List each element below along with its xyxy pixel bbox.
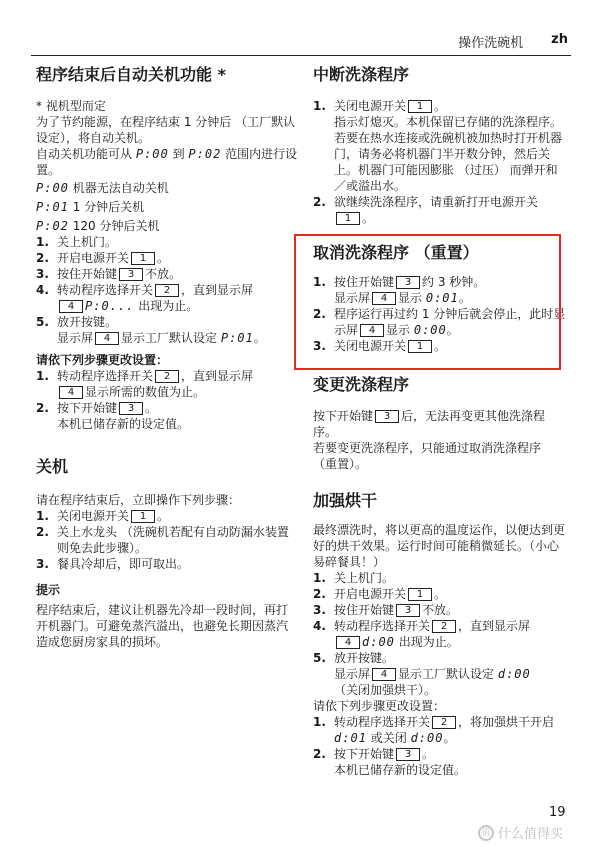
list-item-detail: 若要在热水连接或洗碗机被加热时打开机器门，请务必将机器门半开数分钟，然后关上。机器门可能因膨胀 （过压） 而弹开和／或溢出水。 bbox=[334, 131, 563, 193]
section-title-intensive-dry: 加强烘干 bbox=[313, 491, 378, 510]
key-label: 3 bbox=[396, 748, 420, 761]
display-code: P:02 bbox=[188, 147, 222, 161]
option-p02: P:02 120 分钟后关机 bbox=[36, 219, 160, 233]
list-item: 2. 开启电源开关 1 。 bbox=[313, 587, 447, 601]
key-label: 4 bbox=[95, 332, 119, 345]
key-label: 4 bbox=[360, 324, 384, 337]
change-settings-heading: 请依下列步骤更改设置： bbox=[313, 699, 446, 713]
key-label: 1 bbox=[336, 212, 360, 225]
list-item: 1. 关闭电源开关 1 。 bbox=[36, 509, 170, 523]
list-item: 2. 欲继续洗涤程序，请重新打开电源开关 1 。 bbox=[313, 195, 539, 225]
key-label: 1 bbox=[408, 340, 432, 353]
page-header bbox=[458, 32, 568, 51]
list-item: 5. 放开按键。 bbox=[313, 651, 395, 665]
key-label: 3 bbox=[396, 276, 420, 289]
section-title-shutdown: 关机 bbox=[36, 457, 69, 476]
list-item: 1. 转动程序选择开关 2 ，直到显示屏 4 显示所需的数值为止。 bbox=[36, 369, 254, 399]
right-column bbox=[313, 60, 568, 778]
list-item-detail: 显示屏 4 显示工厂默认设定 P:01。 bbox=[57, 331, 266, 345]
option-p01: P:01 1 分钟后关机 bbox=[36, 200, 145, 214]
list-item: 1. 关闭电源开关 1 。 bbox=[313, 99, 447, 113]
list-item: 1. 关上机门。 bbox=[313, 571, 395, 585]
list-item-detail: 显示屏 4 显示 0:01。 bbox=[334, 291, 471, 305]
key-label: 4 bbox=[59, 386, 83, 399]
list-item: 1. 按住开始键 3 约 3 秒钟。 bbox=[313, 275, 486, 289]
key-label: 3 bbox=[119, 268, 143, 281]
section-title-interrupt: 中断洗涤程序 bbox=[313, 65, 410, 84]
key-label: 3 bbox=[119, 402, 143, 415]
display-code: P:00 bbox=[135, 147, 169, 161]
key-label: 4 bbox=[59, 300, 83, 313]
tip-text: 程序结束后，建议让机器先冷却一段时间，再打开机器门。可避免蒸汽溢出，也避免长期因蒸汽造成您厨房家具的损坏。 bbox=[36, 603, 289, 649]
list-item-detail: 显示屏 4 显示工厂默认设定 d:00 （关闭加强烘干）。 bbox=[334, 667, 531, 697]
key-label: 4 bbox=[372, 668, 396, 681]
list-item-detail: 本机已储存新的设定值。 bbox=[57, 417, 190, 431]
key-label: 4 bbox=[336, 636, 360, 649]
intensive-dry-steps bbox=[313, 570, 568, 698]
highlight-box bbox=[294, 234, 561, 370]
key-label: 2 bbox=[432, 620, 456, 633]
shutdown-intro: 请在程序结束后，立即操作下列步骤： bbox=[36, 493, 241, 507]
key-label: 4 bbox=[372, 292, 396, 305]
list-item: 2. 开启电源开关 1 。 bbox=[36, 251, 170, 265]
key-label: 2 bbox=[432, 716, 456, 729]
header-section-title: 操作洗碗机 bbox=[458, 36, 524, 51]
list-item: 1. 关上机门。 bbox=[36, 235, 118, 249]
key-label: 1 bbox=[408, 588, 432, 601]
page-number: 19 bbox=[549, 805, 566, 820]
intensive-dry-change-steps bbox=[313, 714, 568, 778]
watermark bbox=[478, 823, 563, 842]
list-item: 3. 按住开始键 3 不放。 bbox=[36, 267, 182, 281]
list-item: 3. 餐具冷却后，即可取出。 bbox=[36, 557, 190, 571]
shutdown-steps bbox=[36, 508, 298, 572]
section-title-change: 变更洗涤程序 bbox=[313, 375, 410, 394]
auto-off-steps bbox=[36, 234, 298, 346]
tip-heading: 提示 bbox=[36, 583, 61, 597]
watermark-text: 什么值得买 bbox=[498, 827, 564, 842]
left-column bbox=[36, 60, 298, 650]
list-item-detail: 指示灯熄灭。本机保留已存储的洗涤程序。 bbox=[334, 115, 563, 129]
auto-off-intro: 为了节约能源，在程序结束 1 分钟后 （工厂默认设定），将自动关机。 bbox=[36, 115, 296, 145]
zhi-logo-icon: 值 bbox=[478, 825, 494, 841]
interrupt-steps bbox=[313, 98, 568, 226]
key-label: 3 bbox=[396, 604, 420, 617]
key-label: 2 bbox=[155, 370, 179, 383]
change-text-2: 若要变更洗涤程序，只能通过取消洗涤程序 （重置）。 bbox=[313, 441, 542, 471]
list-item-detail: 本机已储存新的设定值。 bbox=[334, 763, 467, 777]
list-item: 3. 关闭电源开关 1 。 bbox=[313, 339, 447, 353]
key-label: 1 bbox=[408, 100, 432, 113]
header-rule bbox=[31, 55, 571, 56]
option-p00: P:00 机器无法自动关机 bbox=[36, 181, 169, 195]
list-item: 4. 转动程序选择开关 2 ，直到显示屏 4 P:0... 出现为止。 bbox=[36, 283, 254, 313]
list-item: 4. 转动程序选择开关 2 ，直到显示屏 4 d:00 出现为止。 bbox=[313, 619, 531, 649]
key-label: 3 bbox=[375, 410, 399, 423]
model-note: * 视机型而定 bbox=[36, 99, 106, 113]
list-item: 1. 转动程序选择开关 2 ，将加强烘干开启 d:01 或关闭 d:00。 bbox=[313, 715, 555, 745]
list-item: 2. 按下开始键 3 。 bbox=[36, 401, 158, 415]
change-settings-heading: 请依下列步骤更改设置： bbox=[36, 353, 169, 367]
key-label: 1 bbox=[131, 510, 155, 523]
list-item: 3. 按住开始键 3 不放。 bbox=[313, 603, 459, 617]
section-title-auto-off: 程序结束后自动关机功能 * bbox=[36, 65, 226, 84]
list-item: 5. 放开按键。 bbox=[36, 315, 118, 329]
language-code: zh bbox=[551, 32, 568, 47]
list-item: 2. 按下开始键 3 。 bbox=[313, 747, 435, 761]
key-label: 1 bbox=[131, 252, 155, 265]
auto-off-range: 自动关机功能可从 P:00 到 P:02 范围内进行设置。 bbox=[36, 147, 298, 177]
intensive-dry-intro: 最终漂洗时，将以更高的温度运作，以便达到更好的烘干效果。运行时间可能稍微延长。（小心易碎餐具！） bbox=[313, 523, 566, 569]
change-steps bbox=[36, 368, 298, 432]
change-text-1: 按下开始键 3 后，无法再变更其他洗涤程序。 bbox=[313, 409, 546, 439]
list-item: 2. 程序运行再过约 1 分钟后就会停止，此时显示屏 4 显示 0:00。 bbox=[313, 307, 566, 337]
key-label: 2 bbox=[155, 284, 179, 297]
section-title-cancel: 取消洗涤程序 （重置） bbox=[313, 243, 479, 262]
list-item: 2. 关上水龙头 （洗碗机若配有自动防漏水装置则免去此步骤）。 bbox=[36, 525, 289, 555]
